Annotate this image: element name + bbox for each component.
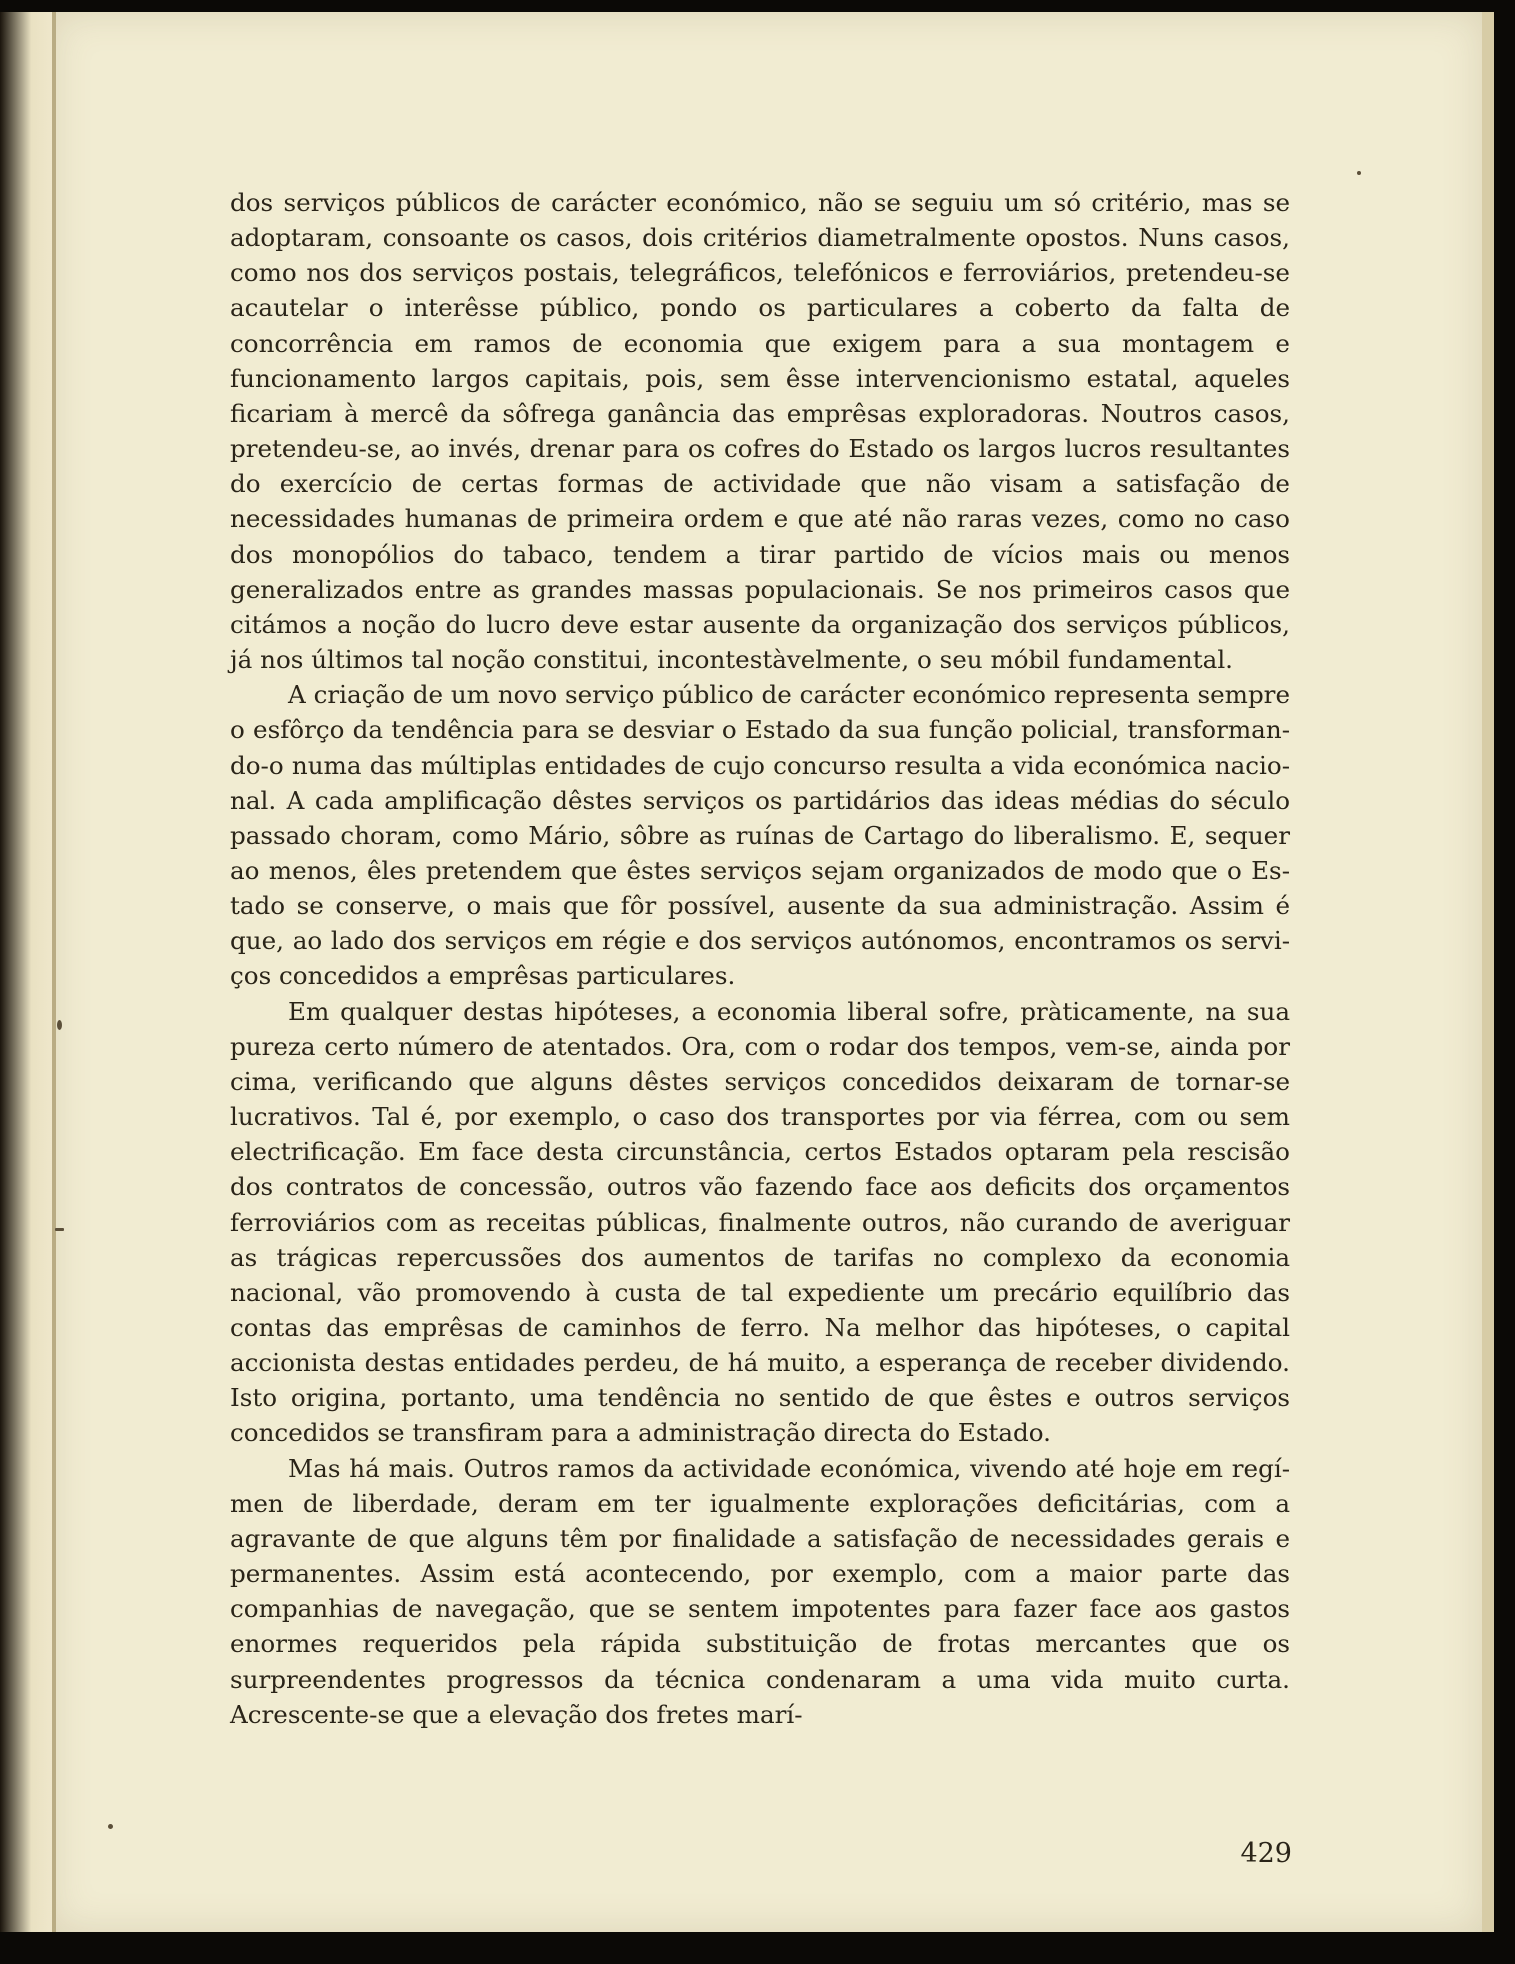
- paragraph: A criação de um novo serviço público de carácter económico representa sempre o esfôrço da tendência para se desviar o Estado da sua função policial, transformando-o numa das múltiplas entidades de cujo concurso resulta a vida económica nacional. A cada amplificação dêstes serviços os partidários das ideas médias do século passado choram, como Mário, sôbre as ruínas de Cartago do liberalismo. E, sequer ao menos, êles pretendem que êstes serviços sejam organizados de modo que o Estado se conserve, o mais que fôr possível, ausente da sua administração. Assim é que, ao lado dos serviços em régie e dos serviços autónomos, encontramos os serviços concedidos a emprêsas particulares.: [230, 680, 1290, 991]
- body-text: [230, 185, 1290, 1732]
- margin-speck: [57, 1020, 62, 1030]
- page-spine-edge: [52, 12, 56, 1932]
- paper-speck: [1357, 171, 1361, 175]
- paragraph: Em qualquer destas hipóteses, a economia liberal sofre, pràticamente, na sua pureza certo número de atentados. Ora, com o rodar dos tempos, vem-se, ainda por cima, verificando que alguns dêstes serviços concedidos deixaram de tornar-se lucrativos. Tal é, por exemplo, o caso dos transportes por via férrea, com ou sem electrificação. Em face desta circunstância, certos Estados optaram pela rescisão dos contratos de concessão, outros vão fazendo face aos deficits dos orçamentos ferroviários com as receitas públicas, finalmente outros, não curando de averiguar as trágicas repercussões dos aumentos de tarifas no complexo da economia nacional, vão promovendo à custa de tal expediente um precário equilíbrio das contas das emprêsas de caminhos de ferro. Na melhor das hipóteses, o capital accionista destas entidades perdeu, de há muito, a esperança de receber dividendo. Isto origina, portanto, uma tendência no sentido de que êstes e outros serviços concedidos se transfiram para a administração directa do Estado.: [230, 996, 1290, 1448]
- right-page-edge: [1482, 12, 1494, 1932]
- margin-speck: [55, 1228, 64, 1231]
- paragraph: Mas há mais. Outros ramos da actividade económica, vivendo até hoje em regímen de liberdade, deram em ter igualmente explorações deficitárias, com a agravante de que alguns têm por finalidade a satisfação de necessidades gerais e permanentes. Assim está acontecendo, por exemplo, com a maior parte das companhias de navegação, que se sentem impotentes para fazer face aos gastos enormes requeridos pela rápida substituição de frotas mercantes que os surpreendentes progressos da técnica condenaram a uma vida muito curta. Acrescente-se que a elevação dos fretes marí-: [230, 1453, 1290, 1729]
- margin-speck: [108, 1824, 113, 1829]
- paragraph: dos serviços públicos de carácter económico, não se seguiu um só critério, mas se adoptaram, consoante os casos, dois critérios diametralmente opostos. Nuns casos, como nos dos serviços postais, telegráficos, telefónicos e ferroviários, pretendeu-se acautelar o interêsse público, pondo os particulares a coberto da falta de concorrência em ramos de economia que exigem para a sua montagem e funcionamento largos capitais, pois, sem êsse intervencionismo estatal, aqueles ficariam à mercê da sôfrega ganância das emprêsas exploradoras. Noutros casos, pretendeu-se, ao invés, drenar para os cofres do Estado os largos lucros resultantes do exercício de certas formas de actividade que não visam a satisfação de necessidades humanas de primeira ordem e que até não raras vezes, como no caso dos monopólios do tabaco, tendem a tirar partido de vícios mais ou menos generalizados entre as grandes massas populacionais. Se nos primeiros casos que citámos a noção do lucro deve estar ausente da organização dos serviços públicos, já nos últimos tal noção constitui, incontestàvelmente, o seu móbil fundamental.: [230, 188, 1290, 675]
- left-page-edge: [0, 12, 52, 1932]
- page-number: 429: [1240, 1838, 1292, 1869]
